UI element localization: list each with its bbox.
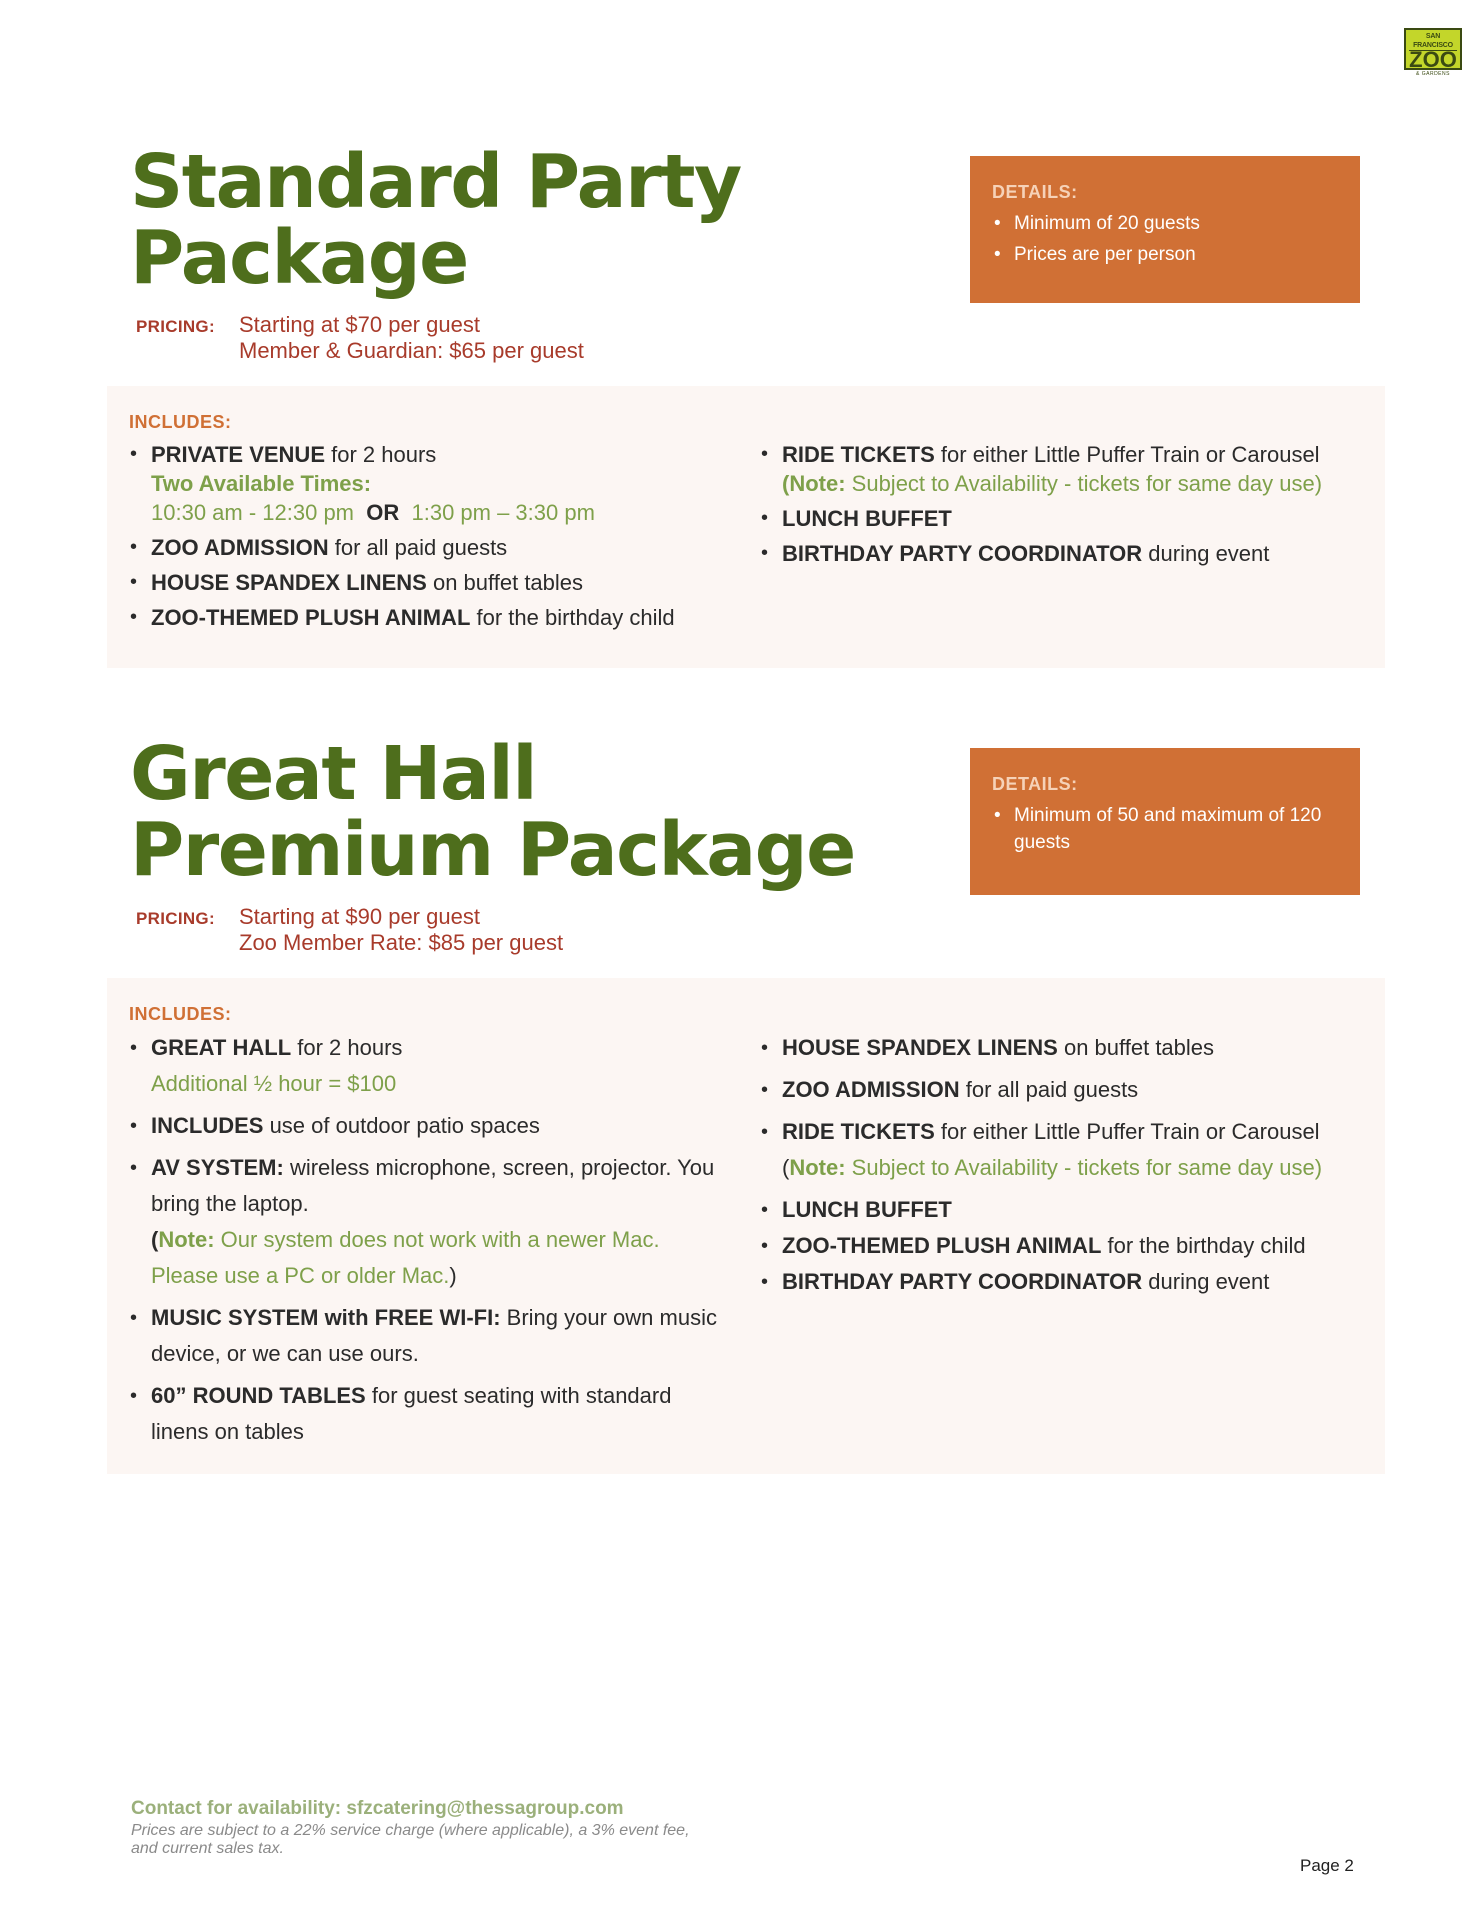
title-line: Package: [130, 215, 468, 301]
title-line: Premium Package: [130, 807, 855, 893]
details-item: • Minimum of 20 guests: [992, 210, 1338, 237]
includes-label: INCLUDES:: [129, 412, 232, 432]
logo-top-text: SAN FRANCISCO: [1413, 33, 1453, 49]
details-item: • Prices are per person: [992, 241, 1338, 268]
includes-label: INCLUDES:: [129, 1004, 232, 1024]
details-item: • Minimum of 50 and maximum of 120 guests: [992, 802, 1338, 856]
list-item: • INCLUDES use of outdoor patio spaces: [129, 1108, 729, 1144]
pricing-lines: [239, 312, 584, 364]
title-line: Great Hall: [130, 731, 537, 817]
logo-main-text: ZOO: [1409, 47, 1457, 72]
includes-left-column: [129, 440, 729, 638]
list-item: • 60” ROUND TABLES for guest seating with standard linens on tables: [129, 1378, 729, 1450]
list-item: • ZOO ADMISSION for all paid guests: [129, 533, 729, 562]
pricing-lines: [239, 904, 563, 956]
standard-details-box: [970, 156, 1360, 303]
details-label: DETAILS:: [992, 182, 1078, 202]
list-item: • GREAT HALL for 2 hours Additional ½ hour = $100: [129, 1030, 729, 1102]
list-item: • PRIVATE VENUE for 2 hours Two Available Times: 10:30 am - 12:30 pm OR 1:30 pm – 3:30 pm: [129, 440, 729, 527]
standard-package-title: [130, 139, 741, 301]
times-slots: 10:30 am - 12:30 pm OR 1:30 pm – 3:30 pm: [151, 500, 595, 525]
list-item: • BIRTHDAY PARTY COORDINATOR during event: [760, 539, 1350, 568]
list-item: • LUNCH BUFFET: [760, 504, 1350, 533]
list-item: • ZOO ADMISSION for all paid guests: [760, 1072, 1360, 1108]
premium-details-box: [970, 748, 1360, 895]
contact-line: Contact for availability: sfzcatering@thessagroup.com: [131, 1798, 624, 1819]
list-item: • RIDE TICKETS for either Little Puffer Train or Carousel (Note: Subject to Availability - tickets for same day use): [760, 440, 1350, 498]
standard-includes-box: [107, 386, 1385, 668]
list-item: • HOUSE SPANDEX LINENS on buffet tables: [760, 1030, 1360, 1066]
list-item: • AV SYSTEM: wireless microphone, screen, projector. You bring the laptop. (Note: Our system does not work with a newer Mac. Please use a PC or older Mac.): [129, 1150, 729, 1294]
page-number: Page 2: [1300, 1856, 1354, 1875]
pricing-line: Zoo Member Rate: $85 per guest: [239, 930, 564, 955]
logo-bottom-text: & GARDENS: [1416, 71, 1450, 77]
pricing-line: Starting at $90 per guest: [239, 904, 480, 929]
list-item: • MUSIC SYSTEM with FREE WI-FI: Bring your own music device, or we can use ours.: [129, 1300, 729, 1372]
list-item: • ZOO-THEMED PLUSH ANIMAL for the birthday child: [760, 1228, 1360, 1264]
list-item: • ZOO-THEMED PLUSH ANIMAL for the birthday child: [129, 603, 729, 632]
details-label: DETAILS:: [992, 774, 1078, 794]
includes-left-column: [129, 1030, 729, 1456]
includes-right-column: [760, 440, 1350, 574]
details-list: [992, 802, 1338, 856]
title-line: Standard Party: [130, 139, 741, 225]
premium-includes-box: [107, 978, 1385, 1474]
list-item: • BIRTHDAY PARTY COORDINATOR during event: [760, 1264, 1360, 1300]
includes-right-column: [760, 1030, 1360, 1300]
pricing-line: Member & Guardian: $65 per guest: [239, 338, 584, 363]
pricing-label: PRICING:: [136, 317, 215, 336]
details-list: [992, 210, 1338, 268]
list-item: • RIDE TICKETS for either Little Puffer Train or Carousel (Note: Subject to Availability - tickets for same day use): [760, 1114, 1360, 1186]
pricing-line: Starting at $70 per guest: [239, 312, 480, 337]
pricing-disclaimer: Prices are subject to a 22% service charge (where applicable), a 3% event fee, and current sales tax.: [131, 1822, 690, 1857]
zoo-logo: [1404, 28, 1462, 77]
times-label: Two Available Times:: [151, 471, 372, 496]
list-item: • HOUSE SPANDEX LINENS on buffet tables: [129, 568, 729, 597]
list-item: • LUNCH BUFFET: [760, 1192, 1360, 1228]
premium-package-title: [130, 731, 855, 893]
pricing-label: PRICING:: [136, 909, 215, 928]
